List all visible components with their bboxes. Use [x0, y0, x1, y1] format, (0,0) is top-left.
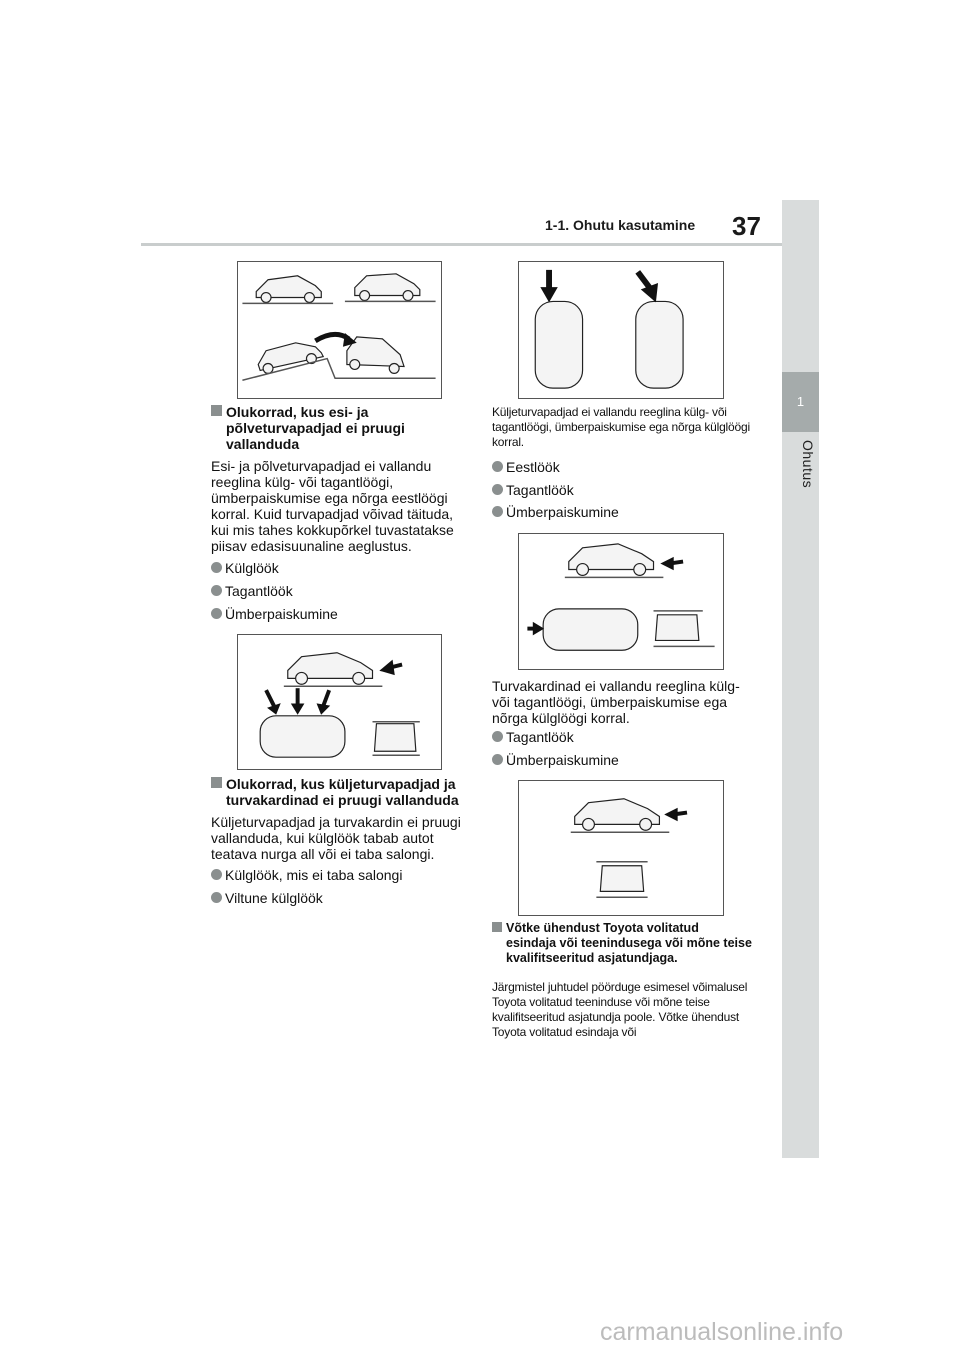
illustration-side-impact-scenarios	[237, 634, 442, 770]
page-number: 37	[732, 211, 761, 241]
bullet-icon	[492, 731, 503, 742]
bullet-icon	[492, 461, 503, 472]
bullet-item: Ümberpaiskumine	[211, 606, 461, 624]
bullet-item: Külglöök, mis ei taba salongi	[211, 867, 461, 885]
chapter-label: Ohutus	[800, 440, 816, 489]
section-marker-icon	[211, 405, 222, 416]
section-body-contact-dealer: Järgmistel juhtudel pöörduge esimesel võimalusel Toyota volitatud teeninduse või mõne teise kvalifitseeritud asjatundja poole. Võtke ühendust Toyota volitatud esindaja või	[492, 980, 748, 1039]
section-title-side-airbags: Olukorrad, kus küljeturvapadjad ja turvakardinad ei pruugi vallanduda	[211, 776, 471, 810]
bullet-icon	[211, 562, 222, 573]
chapter-side-tab	[782, 200, 819, 1158]
bullet-item: Eestlöök	[492, 459, 742, 477]
bullet-item: Külglöök	[211, 560, 461, 578]
chapter-number: 1	[782, 372, 819, 432]
bullet-item: Viltune külglöök	[211, 890, 461, 908]
illustration-curtain-airbag-scenarios	[518, 533, 724, 670]
bullet-item: Tagantlöök	[492, 482, 742, 500]
section-body-side-airbags: Küljeturvapadjad ja turvakardin ei pruugi vallanduda, kui külglöök tabab autot teatava nurga all või ei taba salongi.	[211, 814, 461, 862]
bullet-icon	[492, 754, 503, 765]
bullet-icon	[492, 506, 503, 517]
bullet-icon	[211, 585, 222, 596]
illustration-rear-impact-rollover	[518, 780, 724, 916]
bullet-item: Tagantlöök	[211, 583, 461, 601]
section-marker-icon	[492, 922, 502, 932]
bullet-icon	[211, 869, 222, 880]
watermark-text: carmanualsonline.info	[600, 1318, 844, 1346]
section-header-title: 1-1. Ohutu kasutamine	[545, 217, 696, 233]
section-title-front-airbags: Olukorrad, kus esi- ja põlveturvapadjad ei pruugi vallanduda	[211, 404, 451, 454]
bullet-item: Ümberpaiskumine	[492, 504, 742, 522]
bullet-icon	[211, 892, 222, 903]
header-rule	[141, 243, 782, 246]
illustration-oblique-side-impact	[518, 261, 724, 399]
bullet-item: Ümberpaiskumine	[492, 752, 742, 770]
curtain-airbag-body: Turvakardinad ei vallandu reeglina külg- või tagantlöögi, ümberpaiskumise ega nõrga külglöögi korral.	[492, 678, 740, 726]
bullet-item: Tagantlöök	[492, 729, 742, 747]
section-title-contact-dealer: Võtke ühendust Toyota volitatud esindaja või teenindusega või mõne teise kvalifitseeritud asjatundjaga.	[492, 921, 752, 971]
figure-caption: Küljeturvapadjad ei vallandu reeglina külg- või tagantlöögi, ümberpaiskumise ega nõrga külglöögi korral.	[492, 405, 750, 449]
section-body-front-airbags: Esi- ja põlveturvapadjad ei vallandu reeglina külg- või tagantlöögi, ümberpaiskumise ega nõrga eestlöögi korral. Kuid turvapadjad võivad täituda, kui mis tahes kokkupõrkel tuvastatakse piisav edasisuunaline aeglustus.	[211, 458, 454, 554]
section-marker-icon	[211, 777, 222, 788]
bullet-icon	[211, 608, 222, 619]
illustration-front-impact-scenarios	[237, 261, 442, 399]
bullet-icon	[492, 484, 503, 495]
